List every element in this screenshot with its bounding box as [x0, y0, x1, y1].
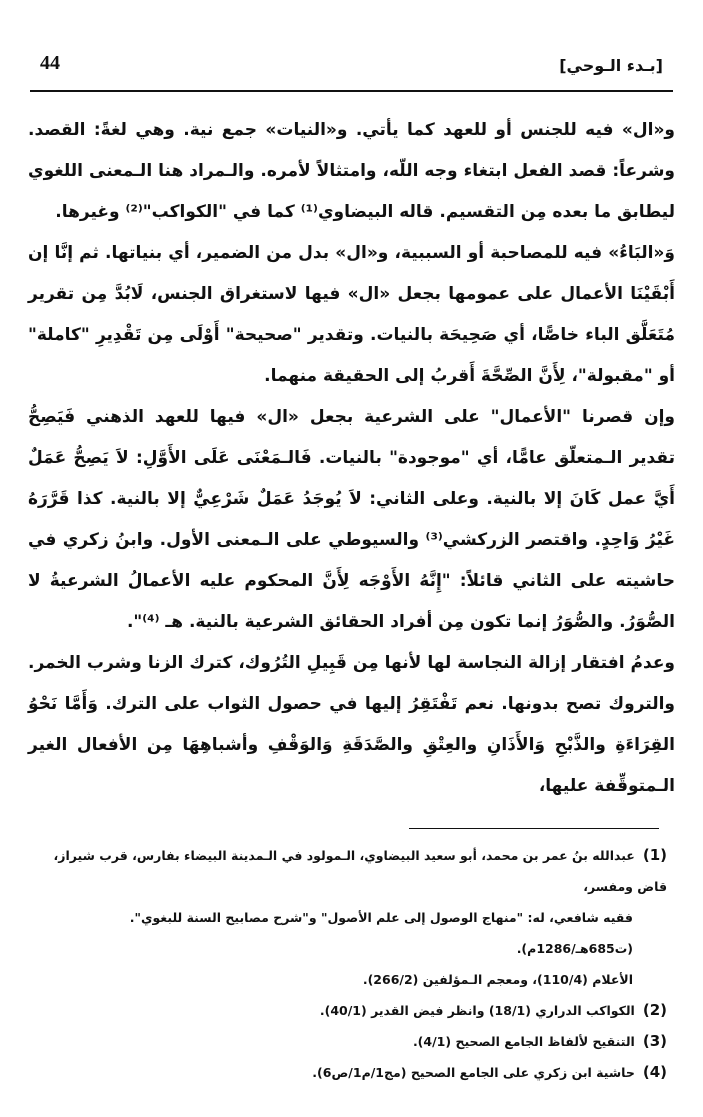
footnote-text: حاشية ابن زكري على الجامع الصحيح (مج1/م1/ص6).: [312, 1065, 635, 1080]
footnote-separator: [409, 828, 659, 829]
paragraph-4: وعدمُ افتقار إزالة النجاسة لها لأنها مِن قَبِيلِ التُرُوك، كترك الزنا وشرب الخمر. والتروك تصح بدونها. نعم تَفْتَقِرُ إليها في حصول الثواب على الترك. وَأَمَّا نَحْوُ القِرَاءَةِ والذَّبْحِ وَالأَذَانِ والعِتْقِ والصَّدَقَةِ وَالوَقْفِ وأشباهِهَا مِن الأفعال الغير الـمتوقِّفة عليها،: [28, 653, 675, 796]
paragraph-1: و«ال» فيه للجنس أو للعهد كما يأتي. و«النيات» جمع نية. وهي لغةً: القصد. وشرعاً: قصد الفعل ابتغاء وجه اللّه، وامتثالاً لأمره. والـمراد هنا الـمعنى اللغوي ليطابق ما بعده مِن التقسيم. قاله البيضاوي⁽¹⁾ كما في "الكواكب"⁽²⁾ وغيرها.: [28, 120, 675, 222]
footnote-number: (1): [642, 846, 667, 864]
footnote-number: (2): [642, 1001, 667, 1019]
main-text: [28, 110, 675, 807]
footnote-1-line-3: الأعلام (110/4)، ومعجم الـمؤلفين (266/2).: [362, 972, 633, 987]
paragraph-3: وإن قصرنا "الأعمال" على الشرعية بجعل «ال» فيها للعهد الذهني فَيَصِحُّ تقدير الـمتعلّق عامًّا، أي "موجودة" بالنيات. فَالـمَعْنَى عَلَى الأَوَّلِ: لاَ يَصِحُّ عَمَلٌ أَيَّ عمل كَانَ إلا بالنية. وعلى الثاني: لاَ يُوجَدُ عَمَلٌ شَرْعِيٌّ إلا بالنية. كذا قَرَّرَهُ غَيْرُ وَاحِدٍ. واقتصر الزركشي⁽³⁾ والسيوطي على الـمعنى الأول. وابنُ زكري في حاشيته على الثاني قائلاً: "إِنَّهُ الأَوْجَه لِأَنَّ المحكوم عليه الأعمالُ الشرعيةُ لا الصُّوَرُ. والصُّوَرُ إنما تكون مِن أفراد الحقائق الشرعية بالنية. هـ ⁽⁴⁾".: [28, 407, 675, 632]
footnote-3: [28, 1026, 667, 1057]
paragraph-2: وَ«البَاءُ» فيه للمصاحبة أو السببية، و«ال» بدل من الضمير، أي بنياتها. ثم إنَّا إن أَبْقَيْنَا الأعمال على عمومها بجعل «ال» فيها لاستغراق الجنس، لَابُدَّ مِن تقرير مُتَعَلَّق الباء خاصًّا، أي صَحِيحَة بالنيات. وتقدير "صحيحة" أَوْلَى مِن تَقْدِيرِ "كاملة" أو "مقبولة"، لِأَنَّ الصِّحَّةَ أَقربُ إلى الحقيقة منهما.: [28, 243, 675, 386]
footnote-number: (3): [642, 1032, 667, 1050]
footnote-1-line-2: فقيه شافعي، له: "منهاج الوصول إلى علم الأصول" و"شرح مصابيح السنة للبغوي". (ت685هـ/1286م).: [129, 910, 633, 956]
footnote-text: الكواكب الدراري (18/1) وانظر فيض القدير (40/1).: [319, 1003, 635, 1018]
footnote-1: [28, 840, 667, 902]
page-number: 44: [40, 52, 60, 74]
footnote-4: [28, 1057, 667, 1088]
header-rule: [30, 90, 673, 92]
footnote-text: عبدالله بنُ عمر بن محمد، أبو سعيد البيضاوي، الـمولود في الـمدينة البيضاء بفارس، قرب شيراز، قاض ومفسر،: [53, 848, 667, 894]
running-title: [بـدء الـوحي]: [559, 56, 663, 75]
footnote-number: (4): [642, 1063, 667, 1081]
footnote-2: [28, 995, 667, 1026]
footnotes: [28, 840, 667, 1088]
footnote-text: التنقيح لألفاظ الجامع الصحيح (4/1).: [412, 1034, 635, 1049]
